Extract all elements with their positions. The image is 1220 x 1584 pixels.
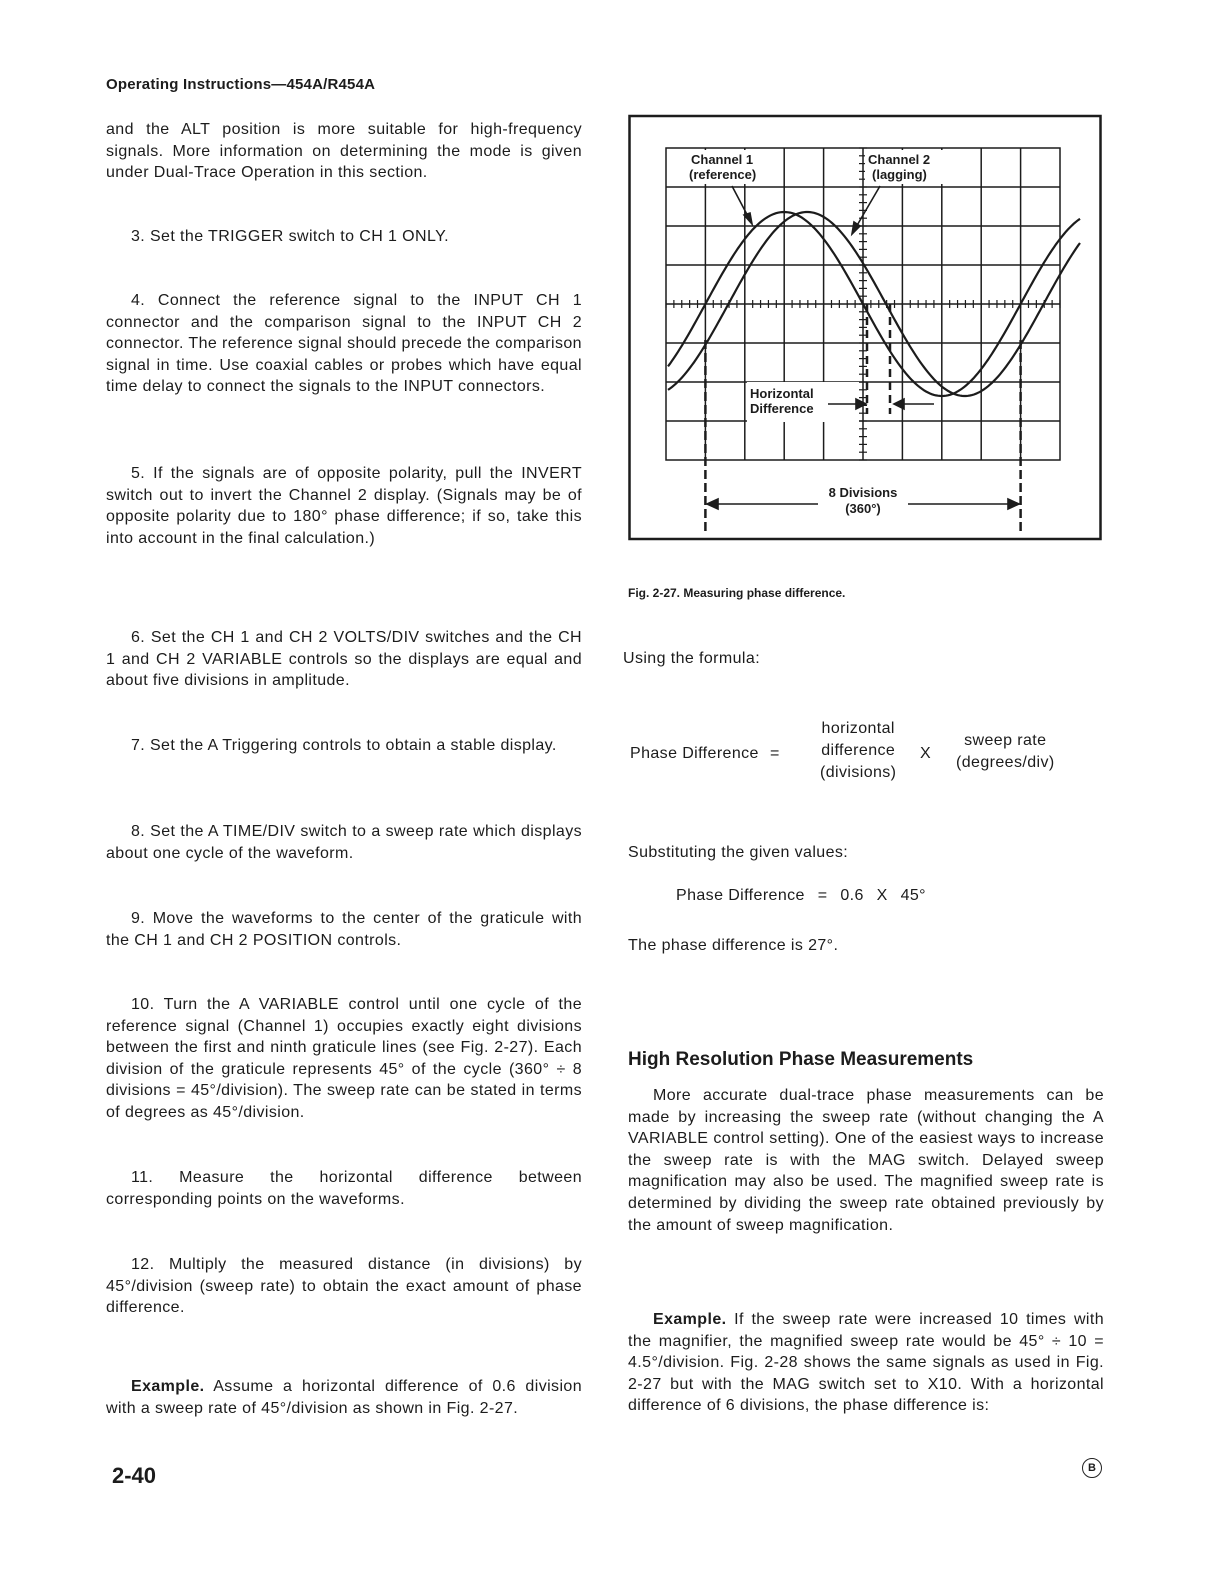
sub-value-1: 0.6 (840, 887, 864, 904)
ch2-label: Channel 2 (868, 152, 931, 167)
figure-caption: Fig. 2-27. Measuring phase difference. (628, 586, 846, 600)
example-text: Assume a horizontal difference of 0.6 division with a sweep rate of 45°/division as shown in Fig. 2-27. (106, 1378, 582, 1417)
step-12: 12. Multiply the measured distance (in divisions) by 45°/division (sweep rate) to obtain the exact amount of phase difference. (106, 1256, 582, 1317)
divisions-label: 8 Divisions (828, 485, 898, 500)
hdiff-label: Horizontal (750, 386, 814, 401)
formula-right-2: (degrees/div) (956, 754, 1055, 771)
step-4: 4. Connect the reference signal to the INPUT CH 1 connector and the comparison signal to the INPUT CH 2 connector. The reference signal should precede the comparison signal in time. Use coaxial cables or probes which have equal time delay to connect the signals to the INPUT connectors. (106, 292, 582, 396)
example-2-text: If the sweep rate were increased 10 times with the magnifier, the magnified sweep rate would be 45° ÷ 10 = 4.5°/division. Fig. 2-28 shows the same signals as used in Fig. 2-27 but with the MAG switch set to X10. With a horizontal difference of 6 divisions, the phase difference is: (628, 1311, 1104, 1415)
formula-mid-2: difference (821, 742, 896, 759)
example-2-paragraph (628, 1309, 1104, 1417)
substitution-line (676, 887, 934, 905)
formula-label: Phase Difference (630, 745, 759, 762)
formula (630, 718, 1100, 788)
ch2-arrow (852, 186, 880, 234)
section-heading: High Resolution Phase Measurements (628, 1049, 974, 1070)
example-paragraph (106, 1376, 582, 1419)
resolution-paragraph: More accurate dual-trace phase measurements can be made by increasing the sweep rate (without changing the A VARIABLE control setting). One of the easiest ways to increase the sweep rate is with the MAG switch. Delayed sweep magnification may also be used. The magnified sweep rate is determined by dividing the sweep rate obtained previously by the amount of sweep magnification. (628, 1087, 1104, 1234)
formula-times: X (920, 745, 932, 762)
formula-mid-3: (divisions) (820, 764, 897, 781)
revision-mark: B (1082, 1458, 1102, 1478)
ch1-sublabel: (reference) (689, 167, 757, 182)
formula-rate (956, 730, 1055, 774)
result-line: The phase difference is 27°. (628, 937, 839, 954)
step-9: 9. Move the waveforms to the center of the graticule with the CH 1 and CH 2 POSITION controls. (106, 910, 582, 949)
sub-value-2: 45° (900, 887, 926, 904)
formula-mid-1: horizontal (821, 720, 895, 737)
hdiff-markers (867, 304, 890, 414)
sub-equals: = (817, 887, 828, 904)
step-6: 6. Set the CH 1 and CH 2 VOLTS/DIV switches and the CH 1 and CH 2 VARIABLE controls so the displays are equal and about five divisions in amplitude. (106, 629, 582, 690)
ch1-label: Channel 1 (691, 152, 754, 167)
step-11: 11. Measure the horizontal difference between corresponding points on the waveforms. (106, 1169, 582, 1208)
ch2-sublabel: (lagging) (872, 167, 927, 182)
step-8: 8. Set the A TIME/DIV switch to a sweep rate which displays about one cycle of the waveform. (106, 823, 582, 862)
step-3: 3. Set the TRIGGER switch to CH 1 ONLY. (131, 228, 449, 245)
divisions-sublabel: (360°) (845, 501, 881, 516)
example-label: Example. (131, 1378, 205, 1395)
formula-right-1: sweep rate (964, 732, 1047, 749)
using-formula: Using the formula: (623, 650, 761, 667)
page-header: Operating Instructions—454A/R454A (106, 76, 376, 93)
substituting: Substituting the given values: (628, 844, 849, 861)
page-number: 2-40 (112, 1463, 157, 1488)
step-7: 7. Set the A Triggering controls to obtain a stable display. (131, 737, 557, 754)
step-10: 10. Turn the A VARIABLE control until one cycle of the reference signal (Channel 1) occupies exactly eight divisions between the first and ninth graticule lines (see Fig. 2-27). Each division of the graticule represents 45° of the cycle (360° ÷ 8 divisions = 45°/division). The sweep rate can be stated in terms of degrees as 45°/division. (106, 996, 582, 1121)
hdiff-sublabel: Difference (750, 401, 814, 416)
sub-times: X (876, 887, 888, 904)
sub-label: Phase Difference (676, 887, 805, 904)
phase-figure (628, 114, 1102, 542)
intro-paragraph: and the ALT position is more suitable for high-frequency signals. More information on determining the mode is given under Dual-Trace Operation in this section. (106, 121, 582, 182)
formula-equals: = (770, 745, 780, 762)
example-2-label: Example. (653, 1311, 727, 1328)
formula-numerator (820, 718, 896, 784)
step-5: 5. If the signals are of opposite polarity, pull the INVERT switch out to invert the Channel 2 display. (Signals may be of opposite polarity due to 180° phase difference; if so, take this into account in the final calculation.) (106, 465, 582, 547)
ch1-arrow (732, 186, 752, 224)
